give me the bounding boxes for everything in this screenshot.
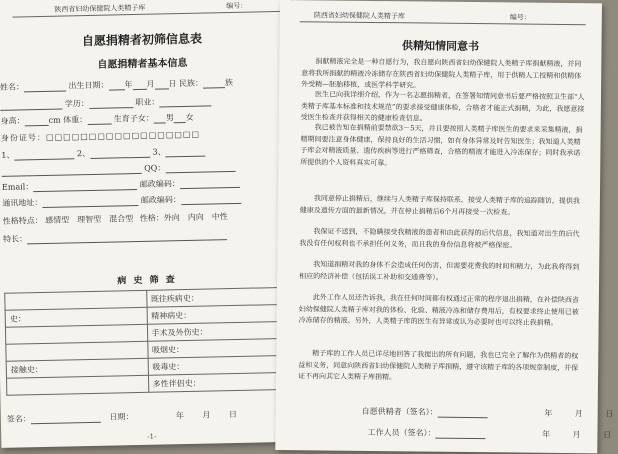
donor-date-year: 年 [544,408,553,418]
history-cell-right[interactable]: 多性伴侣史： [148,372,290,392]
address-label: 通讯地址： [2,197,43,208]
header-divider [12,11,282,18]
specialty-label: 特长： [3,234,28,244]
donor-signature-field[interactable] [438,408,488,419]
consent-form-page [275,0,614,453]
consent-title: 供精知情同意书 [401,39,480,54]
consent-paragraph-4: 我同意停止捐精后，继续与人类精子库保持联系，接受人类精子库的追踪随访，提供我健康及遗传方面的最新情况，并在停止捐精后6个月再接受一次检查。 [299,194,580,216]
birth-year: 年 [124,80,133,90]
education-label: 学历： [64,98,89,109]
name-field[interactable] [24,81,66,92]
form-title: 自愿捐精者初筛信息表 [81,31,203,49]
male-label: 男 [165,113,174,123]
ethnicity-field[interactable] [203,78,225,88]
screening-form-page [0,0,299,448]
consent-paragraph-2: 医生已向我详细介绍，作为一名志愿捐精者，在签署知情同意书后要严格按照卫生部“人类精子库基本标准和技术规范”的要求接受健康体检，合格者才能正式捐精，为此，我愿意接受医生检查并获得相关的健康检查信息。 [300,90,585,123]
consent-paragraph-1: 捐献精液完全是一种自愿行为，我自愿向陕西省妇幼保健院人类精子库捐献精液，并同意将我所捐献的精液冷冻储存在陕西省妇幼保健院人类精子库，用于供精人工授精和供精体外受精—胚胎移植，或医学科学研究。 [301,57,582,90]
history-cell-right[interactable]: 精神病史： [147,304,289,324]
row-qq [2,161,236,177]
staff-date-year: 年 [541,429,551,439]
signature-field[interactable] [31,413,101,424]
weight-field[interactable] [87,115,111,126]
blank-field[interactable] [0,100,62,111]
history-cell-left[interactable]: 接触史： [6,358,148,378]
name-label: 姓名： [0,82,25,92]
postcode-2-field[interactable] [181,194,241,205]
history-cell-right[interactable]: 吸毒史： [148,355,290,375]
header-org: 陕西省妇幼保健院人类精子库 [54,3,146,14]
education-field[interactable] [89,98,133,109]
row-name-birth [0,77,233,93]
date-day: 日 [228,409,238,420]
qq-field[interactable] [165,162,235,173]
birth-day: 日 [168,79,177,89]
donor-date-month: 月 [574,409,583,419]
staff-date-month: 月 [572,430,581,440]
height-unit: cm [48,115,61,125]
history-cell-right[interactable]: 吸烟史： [147,338,289,358]
date-month: 月 [202,410,211,420]
header-divider [300,21,586,25]
history-cell-right[interactable]: 既往疾病史： [146,287,288,307]
personality-label: 性格特点： [2,215,43,226]
row-specialty [3,229,227,245]
occupation-field[interactable] [159,96,211,107]
occupation-label: 职业： [135,97,160,108]
page-number: -1- [147,432,157,441]
history-cell-left[interactable]: 史： [5,307,147,327]
consent-paragraph-7: 此外工作人员还告诉我，我在任何时间都有权通过正常的程序退出捐精，在补偿陕西省妇幼保健院人类精子库对我的体检、化验、精液冷冻和储存费用后，有权要求终止使用已被冷冻储存的精液。另外，人类精子库的医生有异常或认为必要时也可以终止我捐精。 [298,293,579,327]
postcode-1-label: 邮政编码： [139,179,180,189]
id-card-boxes[interactable]: □□□□□□□□□□□□□□□□□□ [45,129,201,142]
weight-label: 体重： [63,115,88,125]
consent-paragraph-6: 我知道捐精对我的身体不会造成任何伤害，但需要花费我的时间和精力，为此我将得到相应的经济补偿（包括误工补助和交通费等）。 [299,260,580,282]
qq-label: QQ： [144,163,166,173]
staff-date-day: 日 [603,430,612,440]
ethnicity-suffix: 族 [224,77,234,88]
email-field[interactable] [33,180,137,192]
donor-date-day: 日 [605,409,614,419]
row-personality [3,211,228,227]
blank-field[interactable] [2,164,142,177]
contact-1-field[interactable] [14,149,74,160]
height-label: 身高： [0,116,25,126]
row-id-card [1,129,200,144]
staff-signature-row [367,427,611,441]
address-field[interactable] [42,196,138,208]
row-email [2,177,240,193]
signature-row [7,409,237,425]
height-field[interactable] [25,116,49,127]
female-label: 女 [185,112,194,122]
contact-3-field[interactable] [166,147,206,158]
consent-paragraph-3: 我已被告知在捐精前要禁欲3－5天，并且要按照人类精子库医生的要求来采集精液，捐精期间要注意身体健康，保持良好的生活习惯，如有身体异常及时告知医生；我知道人类精子库会对精液质量、遗传疾病等进行严格筛查，合格的精液才能进入冷冻保存；同时我承诺所提供的个人资料真实可靠。 [300,123,583,167]
history-table [4,287,290,396]
temperament-options[interactable]: 性格：外向 内向 中性 [139,212,228,223]
donor-signature-label: 自愿供精者（签名）： [361,406,438,417]
personality-options[interactable]: 感情型 理智型 混合型 [45,214,134,225]
row-contacts [1,146,206,161]
contact-3-label: 3、 [152,147,166,157]
header-org: 陕西省妇幼保健院人类精子库 [313,11,405,21]
date-label: 日期： [109,412,134,422]
contact-2-field[interactable] [90,148,150,159]
date-year: 年 [175,411,185,421]
birth-month: 月 [146,79,155,89]
staff-signature-field[interactable] [435,429,485,440]
row-address [2,193,241,209]
contact-1-label: 1、 [1,150,15,160]
birth-label: 出生日期： [68,80,109,91]
row-education [0,95,211,110]
staff-signature-label: 工作人员（签名）： [367,427,436,438]
children-label: 生育子女： [113,113,154,124]
contact-2-label: 2、 [76,148,91,159]
form-subtitle: 自愿捐精者基本信息 [97,57,188,71]
consent-paragraph-5: 我保证不送到，不隐瞒接受我精液的患者和由此获得的后代信息，我知道对出生的后代我没有任何权利也不承担任何义务，而且我的身份信息将被严格保密。 [299,227,580,249]
postcode-2-label: 邮政编码： [140,195,181,205]
id-card-label: 身份证号： [0,132,47,143]
header-number: 编号： [226,1,248,11]
history-cell-left[interactable] [7,375,149,395]
email-label: Email： [1,182,34,192]
history-title: 病 史 筛 查 [117,275,177,287]
signature-label: 签名： [6,414,31,424]
row-body [1,112,194,127]
consent-paragraph-8: 精子库的工作人员已详尽地回答了我提出的所有问题，我也已完全了解作为供精者的权益和义务，同意向陕西省妇幼保健院人类精子库捐精，遵守该精子库的各项规章制度，并保证不再向其它人类精子库捐精。 [298,349,579,382]
header-number: 编号： [509,13,531,22]
postcode-1-field[interactable] [180,178,240,189]
history-cell-right[interactable]: 手术及外伤史： [147,321,289,341]
specialty-field[interactable] [27,230,227,244]
donor-signature-row [362,406,614,420]
ethnicity-label: 民族： [178,78,204,89]
